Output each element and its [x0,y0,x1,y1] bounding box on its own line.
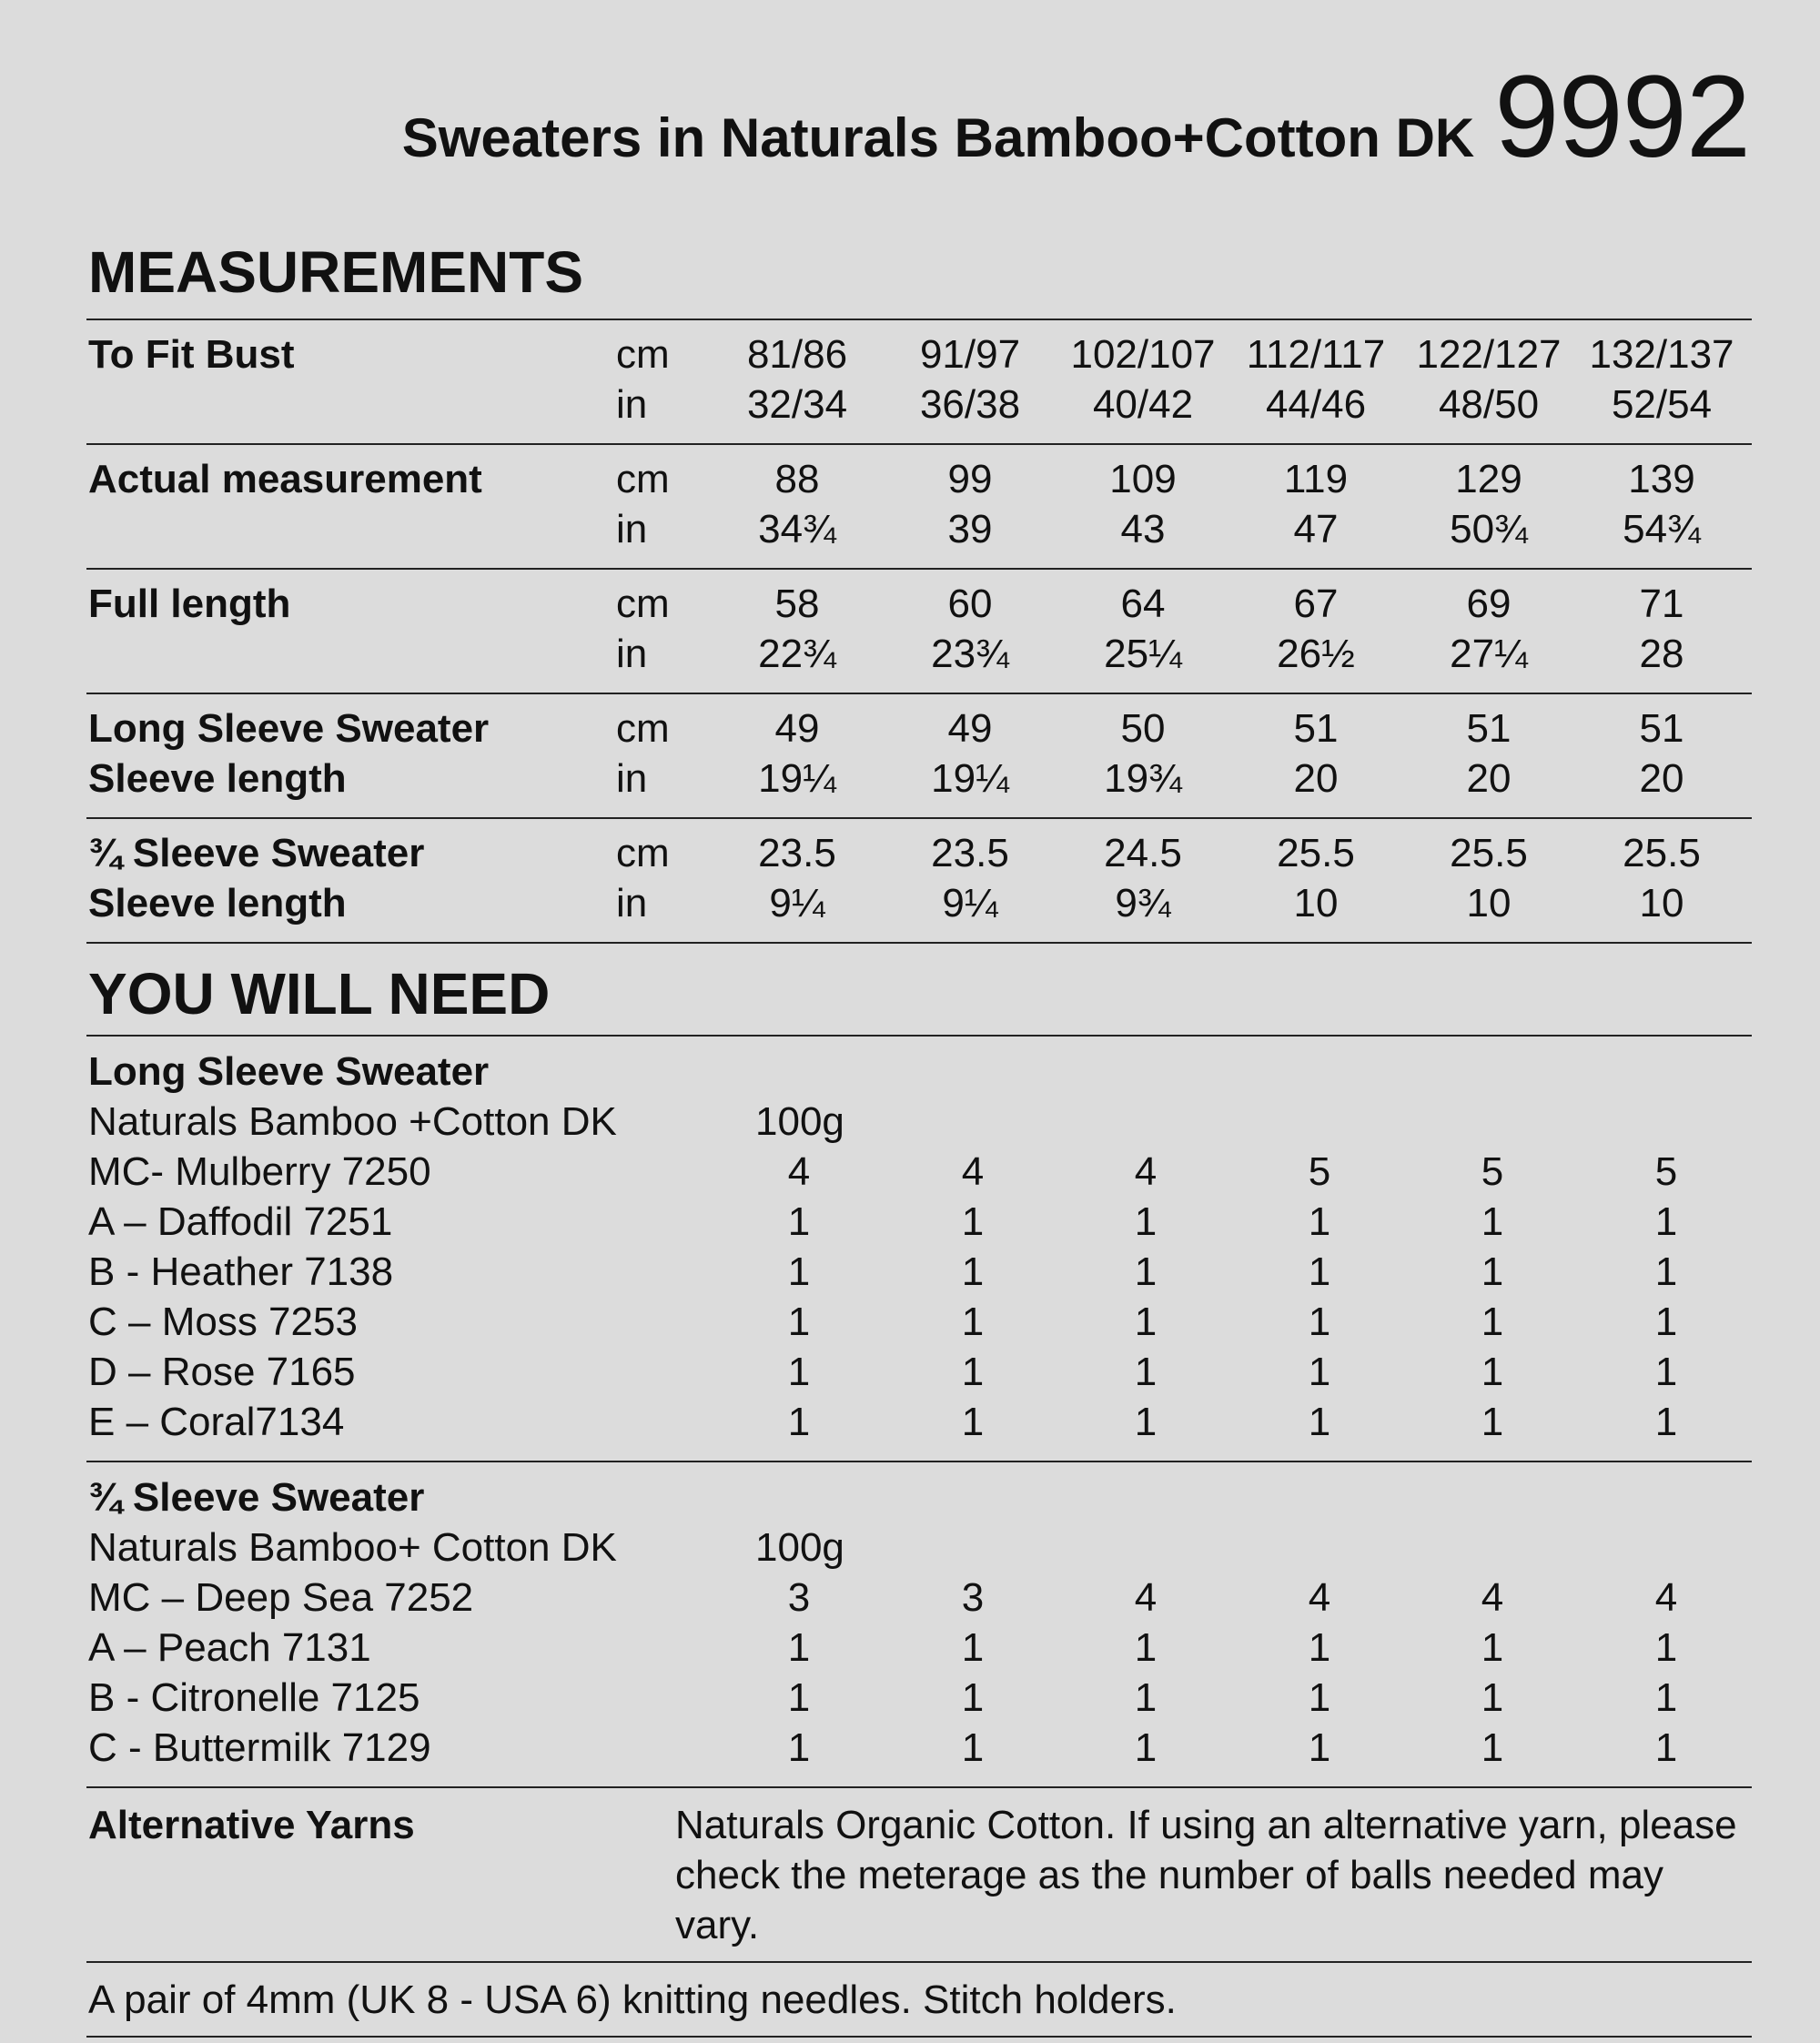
unit-label: in [616,382,648,427]
measurement-line [0,828,1820,878]
size-value: 25¼ [1104,632,1182,676]
size-value: 20 [1639,756,1684,801]
ball-count: 1 [787,1249,811,1294]
title-text: Sweaters in Naturals Bamboo+Cotton DK [401,107,1475,168]
ball-count: 1 [961,1300,985,1344]
size-value: 122/127 [1416,332,1562,377]
ball-count: 1 [1308,1400,1331,1444]
size-value: 139 [1628,457,1695,501]
ball-count: 1 [787,1675,811,1720]
measurement-line [0,703,1820,753]
size-value: 81/86 [746,332,848,377]
size-value: 47 [1293,507,1339,551]
colour-name: MC- Mulberry 7250 [88,1149,431,1194]
ball-count: 1 [1654,1725,1678,1770]
ball-count: 1 [961,1249,985,1294]
ball-count: 1 [1134,1199,1158,1244]
measurement-row [0,454,1820,554]
ball-count: 1 [1134,1625,1158,1670]
row-label: ¾ Sleeve Sweater [88,831,425,875]
ball-count: 1 [1654,1300,1678,1344]
yarn-group [0,1472,1820,1773]
measurement-line [0,579,1820,629]
ball-count: 1 [787,1400,811,1444]
yarn-name: Naturals Bamboo+ Cotton DK [88,1525,617,1570]
size-value: 25.5 [1277,831,1355,875]
measurement-line [0,329,1820,379]
ball-count: 1 [961,1400,985,1444]
row-label: Actual measurement [88,457,482,501]
divider [86,443,1752,445]
yarn-group-title-line [0,1047,1820,1097]
ball-count: 3 [961,1575,985,1620]
divider [86,1786,1752,1788]
unit-label: in [616,756,648,801]
colour-row [0,1673,1820,1723]
row-label: Sleeve length [88,756,347,801]
ball-count: 1 [1134,1675,1158,1720]
ball-count: 5 [1308,1149,1331,1194]
size-value: 28 [1639,632,1684,676]
row-label: Sleeve length [88,881,347,925]
size-value: 40/42 [1092,382,1194,427]
yarn-group-title-line [0,1472,1820,1522]
measurement-row [0,828,1820,928]
ball-count: 4 [1481,1575,1504,1620]
ball-count: 1 [1134,1300,1158,1344]
ball-count: 1 [1481,1199,1504,1244]
row-label: Full length [88,582,291,626]
divider [86,693,1752,694]
divider [86,319,1752,320]
divider [86,2036,1752,2038]
size-value: 88 [774,457,820,501]
divider [86,817,1752,819]
unit-label: cm [616,831,670,875]
size-value: 102/107 [1070,332,1216,377]
ball-count: 4 [1134,1575,1158,1620]
unit-label: cm [616,582,670,626]
ball-count: 1 [787,1300,811,1344]
size-value: 64 [1120,582,1166,626]
measurement-line [0,753,1820,804]
size-value: 9¼ [769,881,825,925]
size-value: 32/34 [746,382,848,427]
measurement-row [0,329,1820,430]
ball-count: 1 [1308,1725,1331,1770]
measurement-line [0,379,1820,430]
pattern-title [402,50,1750,184]
size-value: 52/54 [1611,382,1713,427]
size-value: 69 [1466,582,1512,626]
alternative-yarns-text: Naturals Organic Cotton. If using an alternative yarn, please check the meterage as the number of balls needed may vary. [675,1803,1737,1947]
ball-count: 1 [961,1625,985,1670]
size-value: 23.5 [758,831,836,875]
colour-name: C – Moss 7253 [88,1300,358,1344]
size-value: 54¾ [1623,507,1701,551]
ball-count: 1 [961,1675,985,1720]
colour-name: B - Heather 7138 [88,1249,394,1294]
colour-row [0,1297,1820,1347]
ball-count: 4 [961,1149,985,1194]
ball-count: 1 [1134,1350,1158,1394]
size-value: 20 [1466,756,1512,801]
size-value: 9¼ [942,881,998,925]
ball-count: 3 [787,1575,811,1620]
colour-name: A – Peach 7131 [88,1625,371,1670]
ball-count: 1 [961,1725,985,1770]
size-value: 49 [774,706,820,751]
size-value: 132/137 [1589,332,1734,377]
size-value: 19¼ [758,756,836,801]
ball-count: 1 [961,1199,985,1244]
pattern-number: 9992 [1494,52,1750,182]
yarn-name-line [0,1097,1820,1147]
ball-count: 5 [1654,1149,1678,1194]
ball-count: 1 [1654,1400,1678,1444]
ball-count: 1 [1308,1350,1331,1394]
ball-count: 1 [1308,1199,1331,1244]
ball-count: 1 [1134,1249,1158,1294]
colour-name: D – Rose 7165 [88,1350,356,1394]
ball-count: 1 [1308,1300,1331,1344]
size-value: 9¾ [1115,881,1171,925]
size-value: 48/50 [1438,382,1540,427]
size-value: 119 [1283,457,1349,501]
measurement-row [0,579,1820,679]
size-value: 51 [1293,706,1339,751]
ball-count: 5 [1481,1149,1504,1194]
colour-row [0,1347,1820,1397]
ball-count: 1 [1308,1675,1331,1720]
ball-count: 1 [1481,1300,1504,1344]
yarn-group [0,1047,1820,1447]
divider [86,568,1752,570]
size-value: 71 [1639,582,1684,626]
size-value: 58 [774,582,820,626]
size-value: 10 [1466,881,1512,925]
ball-count: 4 [1308,1575,1331,1620]
unit-label: cm [616,457,670,501]
size-value: 67 [1293,582,1339,626]
size-value: 23¾ [931,632,1009,676]
unit-label: in [616,881,648,925]
size-value: 36/38 [919,382,1021,427]
size-value: 27¼ [1450,632,1528,676]
ball-count: 1 [1481,1400,1504,1444]
size-value: 34¾ [758,507,836,551]
ball-count: 1 [1654,1350,1678,1394]
size-value: 91/97 [919,332,1021,377]
colour-name: MC – Deep Sea 7252 [88,1575,474,1620]
alternative-yarns-label: Alternative Yarns [88,1803,415,1847]
colour-name: B - Citronelle 7125 [88,1675,420,1720]
size-value: 25.5 [1623,831,1701,875]
ball-count: 1 [1134,1400,1158,1444]
size-value: 99 [947,457,993,501]
divider [86,942,1752,944]
ball-count: 1 [787,1350,811,1394]
colour-row [0,1147,1820,1197]
colour-row [0,1247,1820,1297]
size-value: 19¼ [931,756,1009,801]
colour-row [0,1197,1820,1247]
size-value: 24.5 [1104,831,1182,875]
size-value: 20 [1293,756,1339,801]
size-value: 39 [947,507,993,551]
ball-count: 1 [787,1725,811,1770]
size-value: 50¾ [1450,507,1528,551]
needles-note: A pair of 4mm (UK 8 - USA 6) knitting needles. Stitch holders. [88,1977,1177,2022]
row-label: To Fit Bust [88,332,295,377]
unit-label: in [616,632,648,676]
ball-count: 1 [1134,1725,1158,1770]
colour-row [0,1573,1820,1623]
ball-count: 1 [961,1350,985,1394]
measurement-line [0,454,1820,504]
size-value: 112/117 [1246,332,1386,377]
ball-count: 1 [1308,1625,1331,1670]
colour-row [0,1723,1820,1773]
measurements-heading: MEASUREMENTS [88,239,584,305]
size-value: 22¾ [758,632,836,676]
ball-count: 1 [1654,1249,1678,1294]
row-label: Long Sleeve Sweater [88,706,490,751]
yarn-name-line [0,1522,1820,1573]
size-value: 49 [947,706,993,751]
yarn-name: Naturals Bamboo +Cotton DK [88,1099,617,1144]
size-value: 19¾ [1104,756,1182,801]
ball-count: 1 [1481,1350,1504,1394]
colour-name: E – Coral7134 [88,1400,345,1444]
size-value: 50 [1120,706,1166,751]
colour-row [0,1623,1820,1673]
ball-count: 1 [787,1199,811,1244]
measurement-line [0,629,1820,679]
divider [86,1035,1752,1037]
measurement-line [0,504,1820,554]
you-will-need-heading: YOU WILL NEED [88,961,551,1027]
ball-count: 1 [1308,1249,1331,1294]
ball-count: 1 [1654,1199,1678,1244]
size-value: 129 [1455,457,1522,501]
ball-count: 1 [1654,1675,1678,1720]
measurement-line [0,878,1820,928]
size-value: 60 [947,582,993,626]
ball-weight: 100g [755,1099,844,1144]
ball-count: 1 [1481,1625,1504,1670]
ball-count: 1 [1481,1725,1504,1770]
divider [86,1961,1752,1963]
ball-weight: 100g [755,1525,844,1570]
colour-name: C - Buttermilk 7129 [88,1725,431,1770]
size-value: 51 [1466,706,1512,751]
ball-count: 4 [1134,1149,1158,1194]
size-value: 10 [1293,881,1339,925]
unit-label: in [616,507,648,551]
ball-count: 1 [1481,1675,1504,1720]
size-value: 10 [1639,881,1684,925]
size-value: 25.5 [1450,831,1528,875]
ball-count: 1 [787,1625,811,1670]
yarn-group-title: Long Sleeve Sweater [88,1049,490,1094]
size-value: 44/46 [1265,382,1367,427]
ball-count: 4 [1654,1575,1678,1620]
size-value: 109 [1109,457,1177,501]
measurement-row [0,703,1820,804]
size-value: 23.5 [931,831,1009,875]
size-value: 26½ [1277,632,1355,676]
ball-count: 1 [1654,1625,1678,1670]
unit-label: cm [616,706,670,751]
unit-label: cm [616,332,670,377]
colour-row [0,1397,1820,1447]
divider [86,1461,1752,1462]
ball-count: 1 [1481,1249,1504,1294]
yarn-group-title: ¾ Sleeve Sweater [88,1475,425,1520]
colour-name: A – Daffodil 7251 [88,1199,393,1244]
ball-count: 4 [787,1149,811,1194]
size-value: 51 [1639,706,1684,751]
size-value: 43 [1120,507,1166,551]
